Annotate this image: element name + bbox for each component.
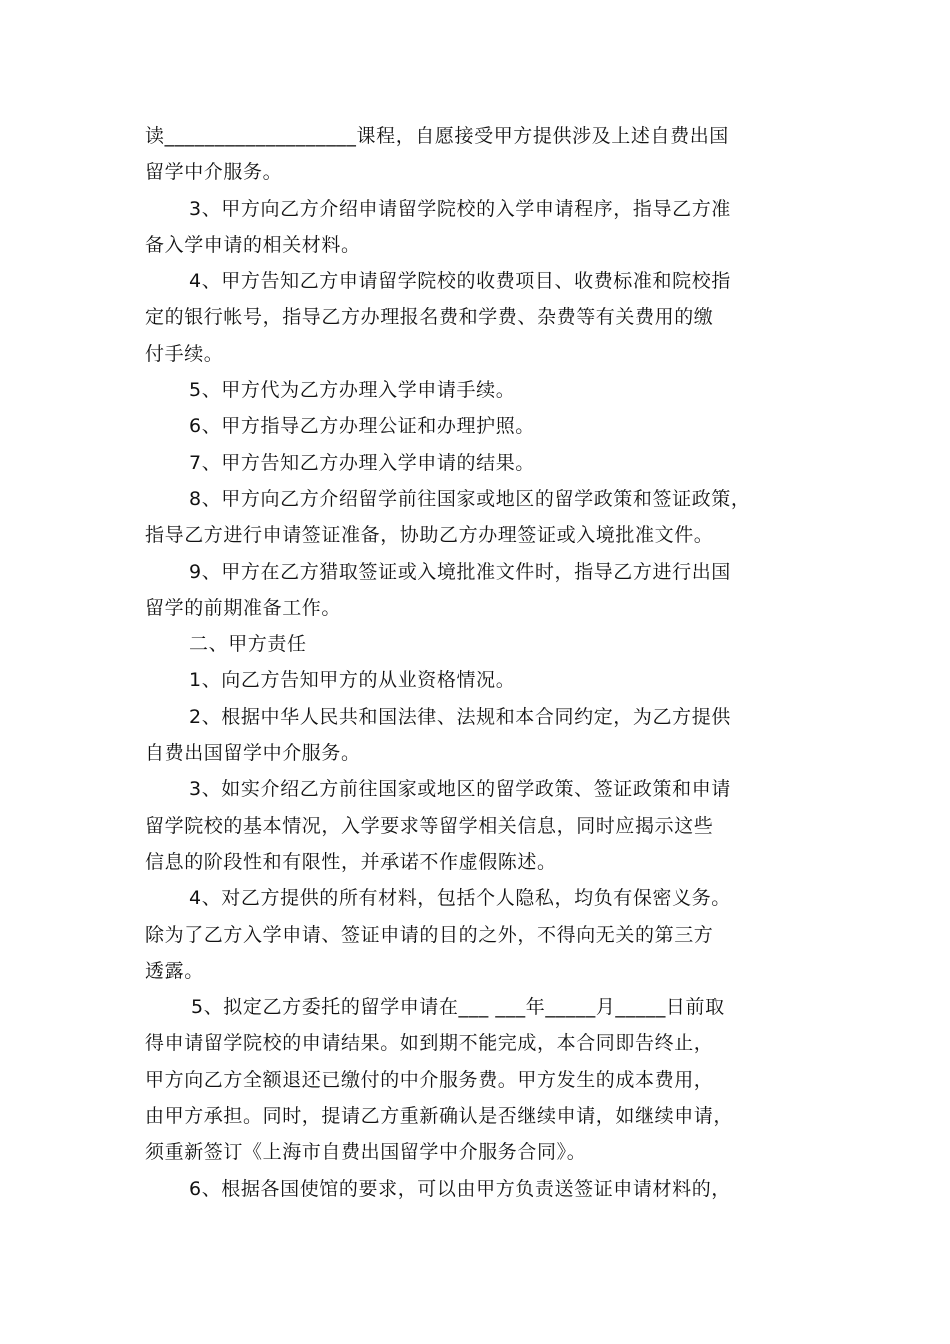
text-line: 备入学申请的相关材料。 — [145, 233, 361, 256]
text-line: 得申请留学院校的申请结果。如到期不能完成，本合同即告终止， — [145, 1032, 714, 1055]
text-line: 留学的前期准备工作。 — [145, 596, 342, 619]
text-line: 4、甲方告知乙方申请留学院校的收费项目、收费标准和院校指 — [189, 270, 731, 293]
text-line: 甲方向乙方全额退还已缴付的中介服务费。甲方发生的成本费用， — [145, 1068, 714, 1091]
text-line: 读___________________课程，自愿接受甲方提供涉及上述自费出国 — [145, 125, 729, 147]
text-line: 须重新签订《上海市自费出国留学中介服务合同》。 — [145, 1141, 587, 1164]
text-line: 5、甲方代为乙方办理入学申请手续。 — [189, 379, 516, 402]
text-line: 9、甲方在乙方猎取签证或入境批准文件时，指导乙方进行出国 — [189, 560, 731, 583]
text-line: 留学院校的基本情况，入学要求等留学相关信息，同时应揭示这些 — [145, 814, 714, 837]
text-line: 3、甲方向乙方介绍申请留学院校的入学申请程序，指导乙方准 — [189, 197, 731, 220]
text-line: 付手续。 — [145, 342, 224, 365]
text-line: 5、拟定乙方委托的留学申请在___ ___年_____月_____日前取 — [191, 996, 725, 1019]
text-line: 2、根据中华人民共和国法律、法规和本合同约定，为乙方提供 — [189, 705, 731, 728]
text-line: 信息的阶段性和有限性，并承诺不作虚假陈述。 — [145, 850, 557, 873]
section-heading: 二、甲方责任 — [189, 633, 307, 656]
text-line: 指导乙方进行申请签证准备，协助乙方办理签证或入境批准文件。 — [145, 524, 714, 547]
text-line: 3、如实介绍乙方前往国家或地区的留学政策、签证政策和申请 — [189, 778, 731, 801]
text-line: 6、根据各国使馆的要求，可以由甲方负责送签证申请材料的， — [189, 1177, 731, 1200]
text-line: 留学中介服务。 — [145, 161, 283, 184]
text-line: 1、向乙方告知甲方的从业资格情况。 — [189, 669, 516, 692]
text-line: 自费出国留学中介服务。 — [145, 742, 361, 765]
document-body — [145, 118, 825, 1207]
text-line: 定的银行帐号，指导乙方办理报名费和学费、杂费等有关费用的缴 — [145, 306, 714, 329]
text-line: 8、甲方向乙方介绍留学前往国家或地区的留学政策和签证政策， — [189, 487, 751, 510]
text-line: 透露。 — [145, 959, 204, 982]
text-line: 除为了乙方入学申请、签证申请的目的之外，不得向无关的第三方 — [145, 923, 714, 946]
text-line: 4、对乙方提供的所有材料，包括个人隐私，均负有保密义务。 — [189, 887, 731, 910]
text-line: 6、甲方指导乙方办理公证和办理护照。 — [189, 415, 535, 438]
text-line: 由甲方承担。同时，提请乙方重新确认是否继续申请，如继续申请， — [145, 1105, 734, 1128]
text-line: 7、甲方告知乙方办理入学申请的结果。 — [189, 451, 535, 474]
